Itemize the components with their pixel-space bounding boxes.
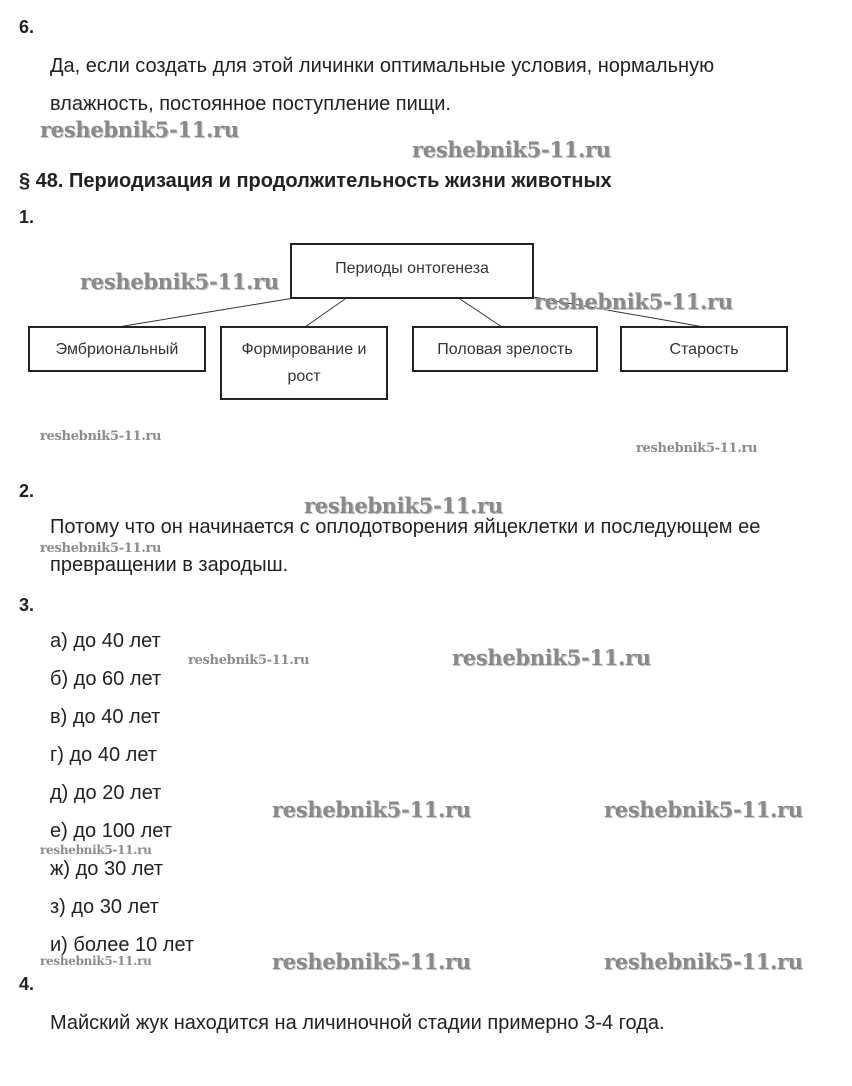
answer-3-g: г) до 40 лет — [50, 744, 157, 766]
answer-2-line-2: превращении в зародыш. — [50, 554, 289, 576]
watermark: reshebnik5-11.ru — [534, 289, 733, 314]
answer-3-b: б) до 60 лет — [50, 668, 162, 690]
watermark: reshebnik5-11.ru — [412, 137, 611, 162]
answer-6-line-1: Да, если создать для этой личинки оптимальные условия, нормальную — [50, 55, 715, 77]
watermark: reshebnik5-11.ru — [40, 541, 162, 556]
watermark: reshebnik5-11.ru — [80, 269, 279, 294]
watermark: reshebnik5-11.ru — [40, 954, 152, 968]
question-number-1: 1. — [19, 207, 35, 227]
connector-growth — [305, 299, 345, 327]
watermark: reshebnik5-11.ru — [604, 797, 803, 822]
watermark: reshebnik5-11.ru — [188, 653, 310, 668]
watermark: reshebnik5-11.ru — [40, 429, 162, 444]
question-number-4: 4. — [19, 974, 35, 994]
watermark: reshebnik5-11.ru — [604, 949, 803, 974]
watermark: reshebnik5-11.ru — [272, 797, 471, 822]
answer-3-z: з) до 30 лет — [50, 896, 159, 918]
question-number-6: 6. — [19, 17, 35, 37]
watermark: reshebnik5-11.ru — [636, 441, 758, 456]
watermark: reshebnik5-11.ru — [304, 493, 503, 518]
diagram-box-old-age: Старость — [620, 326, 788, 372]
watermark: reshebnik5-11.ru — [40, 117, 239, 142]
answer-3-d: д) до 20 лет — [50, 782, 162, 804]
watermark: reshebnik5-11.ru — [452, 645, 651, 670]
diagram-root-box: Периоды онтогенеза — [290, 243, 534, 299]
question-number-2: 2. — [19, 481, 35, 501]
answer-2-line-1: Потому что он начинается с оплодотворения яйцеклетки и последующем ее — [50, 516, 761, 538]
answer-3-e: е) до 100 лет — [50, 820, 172, 842]
answer-3-zh: ж) до 30 лет — [50, 858, 164, 880]
answer-4-line-1: Майский жук находится на личиночной стадии примерно 3-4 года. — [50, 1012, 665, 1034]
section-title: § 48. Периодизация и продолжительность жизни животных — [19, 170, 612, 192]
question-number-3: 3. — [19, 595, 35, 615]
watermark: reshebnik5-11.ru — [40, 843, 152, 857]
diagram-box-growth: Формирование и рост — [220, 326, 388, 400]
connector-embryonic — [118, 297, 300, 327]
answer-3-i: и) более 10 лет — [50, 934, 195, 956]
diagram-box-maturity: Половая зрелость — [412, 326, 598, 372]
diagram-box-embryonic: Эмбриональный — [28, 326, 206, 372]
answer-3-a: а) до 40 лет — [50, 630, 161, 652]
answer-6-line-2: влажность, постоянное поступление пищи. — [50, 93, 451, 115]
answer-3-v: в) до 40 лет — [50, 706, 161, 728]
connector-maturity — [460, 299, 502, 327]
watermark: reshebnik5-11.ru — [272, 949, 471, 974]
